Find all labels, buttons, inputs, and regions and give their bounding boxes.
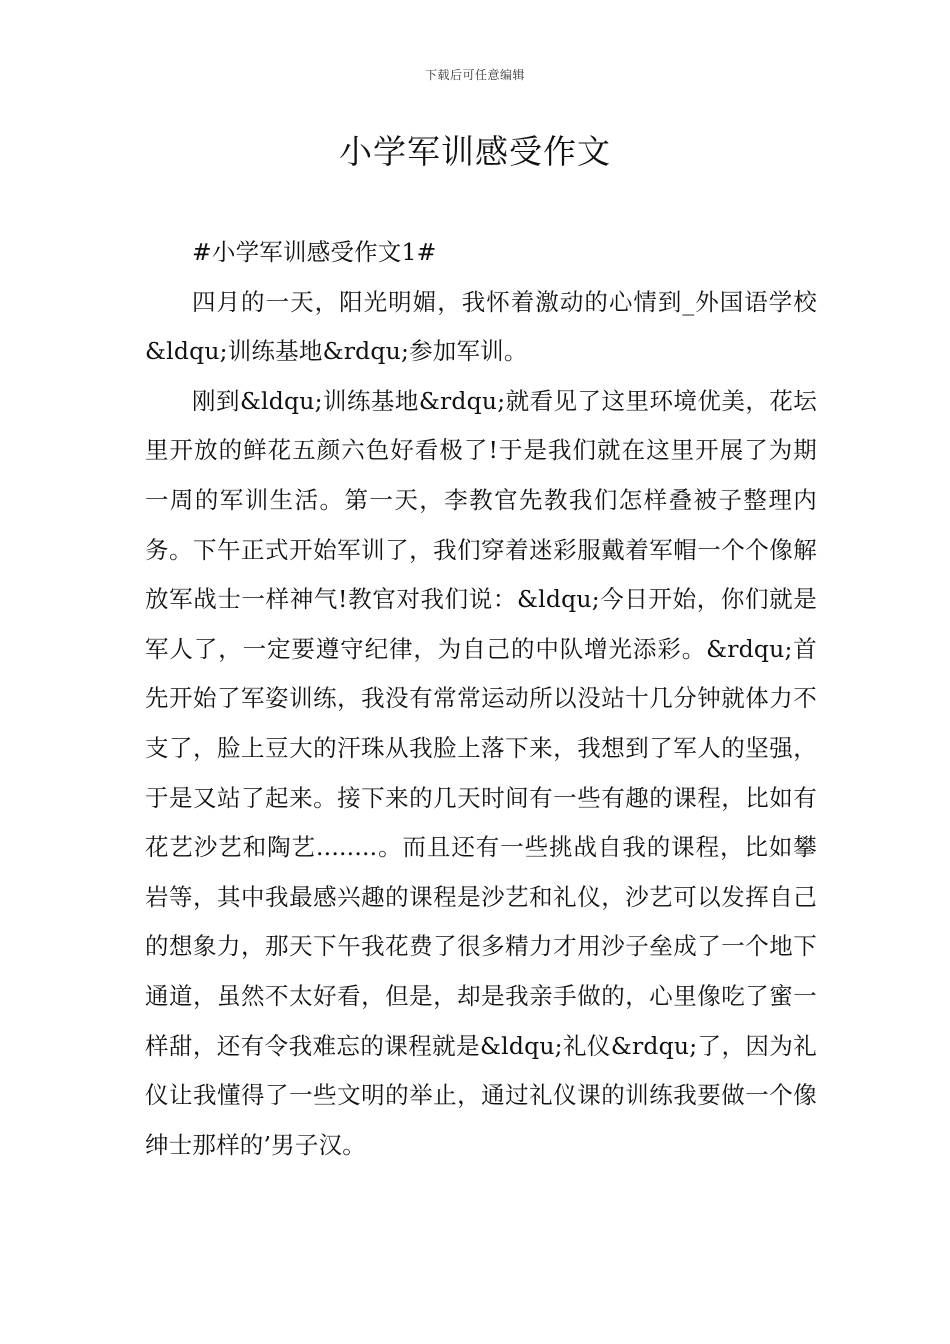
document-title: 小学军训感受作文 <box>339 132 611 171</box>
paragraph: 四月的一天，阳光明媚，我怀着激动的心情到_外国语学校&ldqu;训练基地&rdqu;参加军训。 <box>145 287 817 366</box>
document-body <box>145 228 817 1170</box>
paragraph: 刚到&ldqu;训练基地&rdqu;就看见了这里环境优美，花坛里开放的鲜花五颜六色好看极了!于是我们就在这里开展了为期一周的军训生活。第一天，李教官先教我们怎样叠被子整理内务。下午正式开始军训了，我们穿着迷彩服戴着军帽一个个像解放军战士一样神气!教官对我们说：&ldqu;今日开始，你们就是军人了，一定要遵守纪律，为自己的中队增光添彩。&rdqu;首先开始了军姿训练，我没有常常运动所以没站十几分钟就体力不支了，脸上豆大的汗珠从我脸上落下来，我想到了军人的坚强，于是又站了起来。接下来的几天时间有一些有趣的课程，比如有花艺沙艺和陶艺........。而且还有一些挑战自我的课程，比如攀岩等，其中我最感兴趣的课程是沙艺和礼仪，沙艺可以发挥自己的想象力，那天下午我花费了很多精力才用沙子垒成了一个地下通道，虽然不太好看，但是，却是我亲手做的，心里像吃了蜜一样甜，还有令我难忘的课程就是&ldqu;礼仪&rdqu;了，因为礼仪让我懂得了一些文明的举止，通过礼仪课的训练我要做一个像绅士那样的’男子汉。 <box>145 386 817 1159</box>
section-heading: #小学军训感受作文1# <box>192 238 437 266</box>
header-note: 下载后可任意编辑 <box>424 68 525 82</box>
